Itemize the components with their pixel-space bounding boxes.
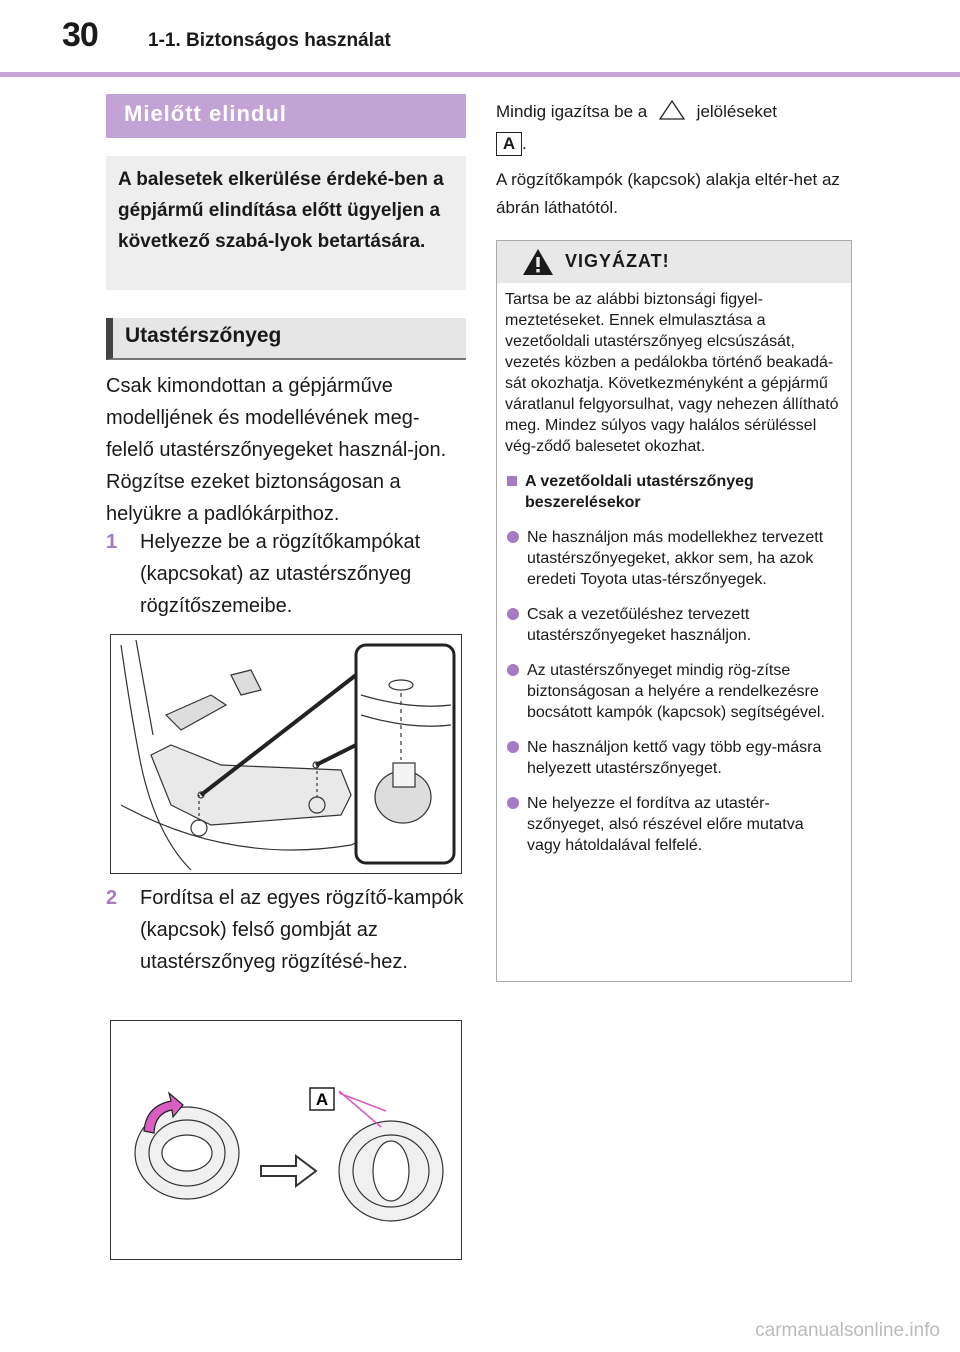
mats-paragraph: Csak kimondottan a gépjárműve modelljének és modellévének meg-felelő utastérszőnyegeket használ-jon. Rögzítse ezeket biztonságosan a helyükre a padlókárpithoz.	[106, 375, 447, 525]
hook-rotation-illustration	[111, 1021, 460, 1258]
list-item: Ne használjon kettő vagy több egy-másra helyezett utastérszőnyeget.	[505, 737, 841, 779]
warning-box	[496, 240, 852, 982]
intro-box: A balesetek elkerülése érdeké-ben a gépjármű elindítása előtt ügyeljen a következő szabá-lyok betartására.	[106, 156, 466, 290]
bullet-icon	[507, 608, 519, 620]
warning-text: Tartsa be az alábbi biztonsági figyel-meztetéseket. Ennek elmulasztása a vezetőoldali utastérszőnyeg elcsúszását, vezetés közben a pedálokba történő beakadá-sát okozhatja. Következményként a gépjármű váratlanul felgyorsulhat, vagy nehezen állítható meg. Mindez súlyos vagy halálos sérüléssel vég-ződő balesetet okozhat.	[505, 291, 839, 455]
heading-before-driving: Mielőtt elindul	[106, 94, 466, 138]
list-item: Az utastérszőnyeget mindig rög-zítse biztonságosan a helyére a rendelkezésre bocsátott kampók (kapcsok) segítségével.	[505, 660, 841, 723]
step-1: 1 Helyezze be a rögzítőkampókat (kapcsokat) az utastérszőnyeg rögzítőszemeibe.	[106, 531, 421, 617]
bullet-icon	[507, 797, 519, 809]
section-title: 1-1. Biztonságos használat	[148, 30, 391, 51]
page-number: 30	[62, 16, 98, 54]
figure-hook-rotation	[110, 1020, 462, 1260]
figure-floor-mat-hooks	[110, 634, 462, 874]
step-2: 2 Fordítsa el az egyes rögzítő-kampók (kapcsok) felső gombját az utastérszőnyeg rögzítésé-hez.	[106, 887, 464, 973]
triangle-mark-icon	[652, 99, 692, 121]
header-divider	[0, 72, 960, 77]
warning-title: VIGYÁZAT!	[565, 251, 670, 271]
fig2-label-a: A	[315, 1090, 329, 1109]
floor-mat-illustration	[111, 635, 460, 872]
watermark: carmanualsonline.info	[755, 1320, 940, 1341]
alignment-note: Mindig igazítsa be a jelöléseket A . A rögzítőkampók (kapcsok) alakja eltér-het az ábrán láthatótól.	[496, 98, 856, 222]
label-a-box: A	[496, 132, 522, 156]
list-item: Csak a vezetőüléshez tervezett utastérszőnyegeket használjon.	[505, 604, 841, 646]
warning-subheading: A vezetőoldali utastérszőnyeg beszerelésekor	[505, 471, 841, 513]
warning-triangle-icon	[521, 247, 555, 277]
bullet-icon	[507, 741, 519, 753]
heading-floor-mats: Utastérszőnyeg	[106, 318, 466, 360]
bullet-icon	[507, 664, 519, 676]
list-item: Ne használjon más modellekhez tervezett utastérszőnyegeket, akkor sem, ha azok eredeti Toyota utas-térszőnyegek.	[505, 527, 841, 590]
warning-header	[497, 241, 851, 283]
square-bullet-icon	[507, 476, 517, 486]
hook-shape-note: A rögzítőkampók (kapcsok) alakja eltér-het az ábrán láthatótól.	[496, 170, 840, 217]
bullet-icon	[507, 531, 519, 543]
list-item: Ne helyezze el fordítva az utastér-szőnyeget, alsó részével előre mutatva vagy hátoldalával felfelé.	[505, 793, 841, 856]
